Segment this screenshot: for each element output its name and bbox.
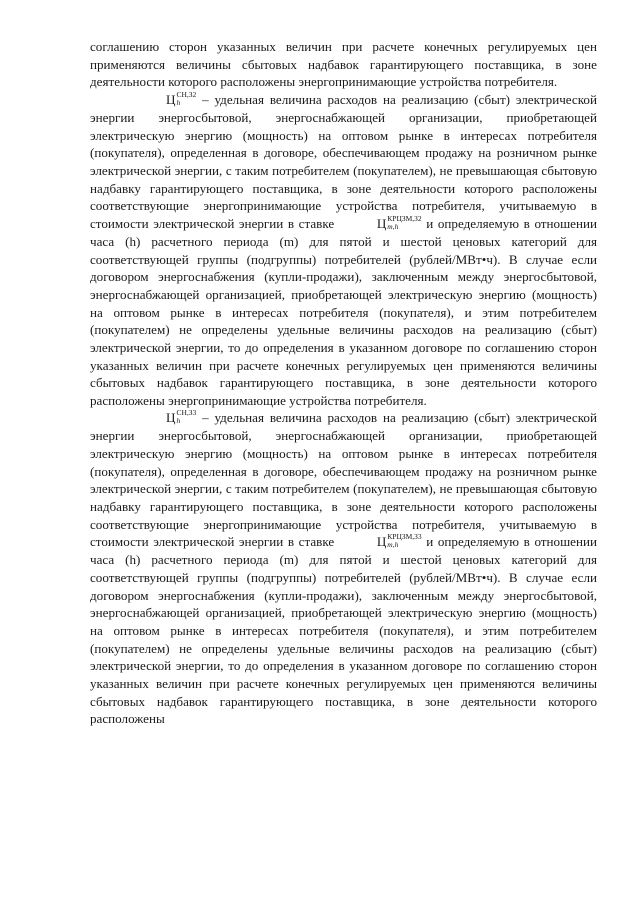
definition-text-part1: – удельная величина расходов на реализацию (сбыт) электрической энергии энергосбытовой, энергоснабжающей организации, приобретающей электрическую энергию (мощность) на оптовом рынке в интересах потребителя (покупателя), определенная в договоре, обеспечивающем продажу на розничном рынке электрической энергии, с таким потребителем (покупателем), не превышающая сбытовую надбавку гарантирующего поставщика, в зоне деятельности которого расположены соответствующие энергопринимающие устройства потребителя, учитываемую в стоимости электрической энергии в ставке [90, 410, 597, 550]
symbol-c-krczm-z2: Ц КРЦЗМ,З2 m,h [376, 213, 422, 231]
paragraph-zn-z2-definition [90, 91, 597, 410]
definition-text-part1: – удельная величина расходов на реализацию (сбыт) электрической энергии энергосбытовой, энергоснабжающей организации, приобретающей электрическую энергию (мощность) на оптовом рынке в интересах потребителя (покупателя), определенная в договоре, обеспечивающем продажу на розничном рынке электрической энергии, с таким потребителем (покупателем), не превышающая сбытовую надбавку гарантирующего поставщика, в зоне деятельности которого расположены соответствующие энергопринимающие устройства потребителя, учитываемую в стоимости электрической энергии в ставке [90, 91, 597, 231]
symbol-c-sn-z2: Ц СН,З2 h [166, 89, 197, 107]
definition-text-part2: и определяемую в отношении часа (h) расчетного периода (m) для пятой и шестой ценовых категорий для соответствующей группы (подгруппы) потребителей (рублей/МВт•ч). В случае если договором энергоснабжения (купли-продажи), заключенным между энергосбытовой, энергоснабжающей организацией, приобретающей электрическую энергию (мощность) на оптовом рынке в интересах потребителя (покупателя), и этим потребителем (покупателем) не определены удельные величины расходов на реализацию (сбыт) электрической энергии, то до определения в указанном договоре по соглашению сторон указанных величин при расчете конечных регулируемых цен применяются величины сбытовых надбавок гарантирующего поставщика, в зоне деятельности которого расположены энергопринимающие устройства потребителя. [90, 215, 598, 408]
paragraph-zn-z3-definition [90, 409, 597, 728]
symbol-c-sn-z3: Ц СН,З3 h [166, 408, 197, 426]
paragraph-continuation: соглашению сторон указанных величин при расчете конечных регулируемых цен применяются величины сбытовых надбавок гарантирующего поставщика, в зоне деятельности которого расположены энергопринимающие устройства потребителя. [90, 39, 597, 90]
symbol-c-krczm-z3: Ц КРЦЗМ,З3 m,h [376, 532, 422, 550]
definition-text-part2: и определяемую в отношении часа (h) расчетного периода (m) для пятой и шестой ценовых категорий для соответствующей группы (подгруппы) потребителей (рублей/МВт•ч). В случае если договором энергоснабжения (купли-продажи), заключенным между энергосбытовой, энергоснабжающей организацией, приобретающей электрическую энергию (мощность) на оптовом рынке в интересах потребителя (покупателя), и этим потребителем (покупателем) не определены удельные величины расходов на реализацию (сбыт) электрической энергии, то до определения в указанном договоре по соглашению сторон указанных величин при расчете конечных регулируемых цен применяются величины сбытовых надбавок гарантирующего поставщика, в зоне деятельности которого расположены [90, 534, 598, 727]
document-page [90, 38, 597, 728]
